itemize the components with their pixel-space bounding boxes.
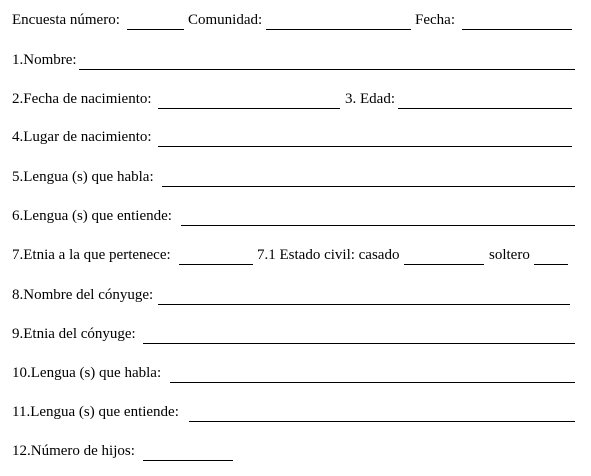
spouse-name-label: 8.Nombre del cónyuge: bbox=[12, 287, 154, 303]
spouse-ethnicity-row bbox=[12, 324, 582, 344]
name-row bbox=[12, 50, 582, 70]
spouse-name-row bbox=[12, 285, 582, 305]
children-count-label: 12.Número de hijos: bbox=[12, 443, 135, 459]
age-label: 3. Edad: bbox=[345, 91, 395, 107]
children-count-row bbox=[12, 441, 582, 461]
name-field[interactable] bbox=[79, 69, 575, 70]
children-count-field[interactable] bbox=[143, 460, 233, 461]
single-field[interactable] bbox=[534, 264, 568, 265]
spouse-name-field[interactable] bbox=[158, 304, 570, 305]
spouse-languages-spoken-field[interactable] bbox=[170, 382, 575, 383]
languages-understood-row bbox=[12, 206, 582, 226]
community-field[interactable] bbox=[266, 29, 411, 30]
single-label: soltero bbox=[489, 247, 530, 263]
spouse-languages-understood-label: 11.Lengua (s) que entiende: bbox=[12, 404, 179, 420]
survey-number-label: Encuesta número: bbox=[12, 12, 120, 28]
languages-understood-field[interactable] bbox=[181, 225, 575, 226]
spouse-languages-understood-row bbox=[12, 402, 582, 422]
languages-spoken-field[interactable] bbox=[162, 186, 575, 187]
birthdate-field[interactable] bbox=[158, 108, 340, 109]
community-label: Comunidad: bbox=[188, 12, 263, 28]
survey-number-field[interactable] bbox=[127, 29, 184, 30]
ethnicity-field[interactable] bbox=[179, 264, 253, 265]
name-label: 1.Nombre: bbox=[12, 52, 77, 68]
married-field[interactable] bbox=[404, 264, 484, 265]
spouse-ethnicity-label: 9.Etnia del cónyuge: bbox=[12, 326, 136, 342]
date-field[interactable] bbox=[462, 29, 572, 30]
ethnicity-civil-status-row bbox=[12, 245, 582, 265]
birthplace-label: 4.Lugar de nacimiento: bbox=[12, 129, 152, 145]
civil-status-married-label: 7.1 Estado civil: casado bbox=[257, 247, 400, 263]
spouse-languages-spoken-label: 10.Lengua (s) que habla: bbox=[12, 365, 162, 381]
languages-understood-label: 6.Lengua (s) que entiende: bbox=[12, 208, 172, 224]
spouse-languages-spoken-row bbox=[12, 363, 582, 383]
spouse-ethnicity-field[interactable] bbox=[143, 343, 575, 344]
languages-spoken-row bbox=[12, 167, 582, 187]
languages-spoken-label: 5.Lengua (s) que habla: bbox=[12, 169, 154, 185]
date-label: Fecha: bbox=[415, 12, 455, 28]
birthdate-label: 2.Fecha de nacimiento: bbox=[12, 91, 152, 107]
birthplace-row bbox=[12, 127, 582, 147]
birthplace-field[interactable] bbox=[158, 146, 572, 147]
ethnicity-label: 7.Etnia a la que pertenece: bbox=[12, 247, 171, 263]
survey-header-row bbox=[12, 10, 582, 30]
age-field[interactable] bbox=[398, 108, 572, 109]
spouse-languages-understood-field[interactable] bbox=[189, 421, 575, 422]
birthdate-age-row bbox=[12, 89, 582, 109]
